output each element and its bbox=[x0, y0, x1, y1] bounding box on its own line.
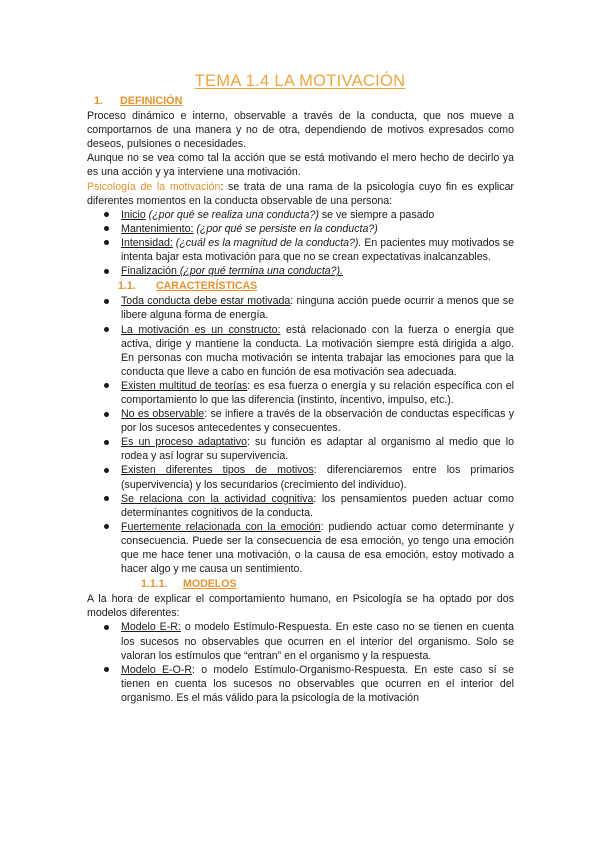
list-item bbox=[121, 520, 514, 576]
models-list bbox=[87, 620, 514, 705]
list-term: No es observable bbox=[121, 408, 205, 421]
list-question: (¿por qué se realiza una conducta?) bbox=[145, 208, 319, 221]
list-item bbox=[121, 407, 514, 435]
heading-label: DEFINICIÓN bbox=[120, 95, 183, 107]
list-item bbox=[121, 222, 514, 236]
list-item bbox=[121, 264, 514, 278]
heading-number: 1.1. bbox=[118, 280, 136, 293]
list-text: o modelo Estímulo-Respuesta. En este caso no se tienen en cuenta los sucesos no observables que ocurren en el interior del organismo. Solo se valoran los estímulos que “entran” en el organismo y la respuesta. bbox=[121, 621, 514, 662]
list-item bbox=[121, 379, 514, 407]
list-item bbox=[121, 620, 514, 662]
paragraph-action: Aunque no se vea como tal la acción que se está motivando el mero hecho de decirlo ya es una acción y ya interviene una motivación. bbox=[87, 152, 514, 179]
list-term: Inicio bbox=[121, 208, 146, 221]
list-item bbox=[121, 435, 514, 463]
heading-label: CARACTERÍSTICAS bbox=[156, 280, 258, 293]
paragraph-psychology-text: : se trata de una rama de la psicología cuyo fin es explicar diferentes momentos en la conducta observable de una persona: bbox=[87, 180, 514, 207]
list-term: Intensidad: bbox=[121, 236, 173, 249]
list-text: está relacionado con la fuerza o energía que activa, dirige y mantiene la conducta. La motivación siempre está dirigida a algo. En personas con mucha motivación se intenta trabajar las emociones para que la conducta que lleve a cabo en función de esa motivación sea adecuada. bbox=[121, 323, 514, 378]
list-term: Existen multitud de teorías bbox=[121, 379, 248, 392]
list-term: La motivación es un constructo: bbox=[121, 323, 281, 336]
heading-number: 1.1.1. bbox=[141, 578, 168, 591]
heading-definicion bbox=[94, 94, 514, 108]
list-term: Toda conducta debe estar motivada bbox=[121, 295, 291, 308]
list-term: Mantenimiento: bbox=[121, 222, 194, 235]
list-item bbox=[121, 323, 514, 379]
paragraph-psychology bbox=[87, 180, 514, 208]
characteristics-list bbox=[87, 294, 514, 576]
list-text: : los pensamientos pueden actuar como determinantes cognitivos de la conducta. bbox=[121, 492, 514, 519]
list-text: : ninguna acción puede ocurrir a menos que se libere alguna forma de energía. bbox=[121, 295, 514, 322]
heading-modelos bbox=[141, 577, 514, 591]
list-question: (¿por qué termina una conducta?). bbox=[176, 265, 344, 278]
list-item bbox=[121, 294, 514, 322]
list-item bbox=[121, 236, 514, 264]
list-text: : su función es adaptar al organismo al medio que lo rodea y así lograr su supervivencia. bbox=[121, 436, 514, 463]
term-psicologia-motivacion: Psicología de la motivación bbox=[87, 180, 221, 193]
moments-list bbox=[87, 208, 514, 278]
list-term: Se relaciona con la actividad cognitiva bbox=[121, 492, 314, 505]
list-term: Finalización bbox=[121, 265, 177, 278]
list-text: : es esa fuerza o energía y su relación específica con el comportamiento lo que las diferencia (instinto, incentivo, impulso, etc.). bbox=[121, 379, 514, 406]
list-item bbox=[121, 463, 514, 491]
document-body bbox=[87, 92, 514, 705]
list-text: : se infiere a través de la observación de conductas específicas y por los sucesos antecedentes y consecuentes. bbox=[121, 408, 514, 435]
list-item bbox=[121, 492, 514, 520]
list-question: (¿cuál es la magnitud de la conducta?). bbox=[172, 236, 362, 249]
paragraph-models-intro: A la hora de explicar el comportamiento humano, en Psicología se ha optado por dos modelos diferentes: bbox=[87, 593, 514, 620]
heading-number: 1. bbox=[94, 95, 104, 107]
list-question: (¿por qué se persiste en la conducta?) bbox=[193, 222, 378, 235]
list-text: : pudiendo actuar como determinante y consecuencia. Puede ser la consecuencia de esa emoción, yo tengo una emoción que me hace tener una motivación, o la causa de esa emoción, estoy motivado a hacer algo y me causa un sentimiento. bbox=[121, 520, 514, 576]
list-term: Modelo E-O-R bbox=[121, 663, 193, 676]
heading-label: MODELOS bbox=[183, 578, 237, 591]
paragraph-definition: Proceso dinámico e interno, observable a través de la conducta, que nos mueve a comportarnos de una manera y no de otra, dependiendo de motivos expresados como deseos, pulsiones o necesidades. bbox=[87, 110, 514, 151]
list-text: : diferenciaremos entre los primarios (supervivencia) y los secundarios (crecimiento del individuo). bbox=[121, 464, 514, 491]
list-item bbox=[121, 663, 514, 705]
list-item bbox=[121, 208, 514, 222]
list-text: se ve siempre a pasado bbox=[318, 208, 435, 221]
list-term: Fuertemente relacionada con la emoción bbox=[121, 520, 321, 533]
list-term: Es un proceso adaptativo bbox=[121, 436, 247, 449]
heading-caracteristicas bbox=[118, 279, 514, 293]
document-title: TEMA 1.4 LA MOTIVACIÓN bbox=[194, 72, 406, 90]
list-term: Modelo E-R: bbox=[121, 621, 181, 634]
list-text: : o modelo Estímulo-Organismo-Respuesta. En este caso sí se tienen en cuenta los sucesos no observables que ocurren en el interior del organismo. Es el más válido para la psicología de la motivación bbox=[121, 663, 514, 704]
list-text: En pacientes muy motivados se intenta bajar esta motivación para que no se crean expectativas inalcanzables. bbox=[121, 236, 514, 264]
list-term: Existen diferentes tipos de motivos bbox=[121, 464, 314, 477]
